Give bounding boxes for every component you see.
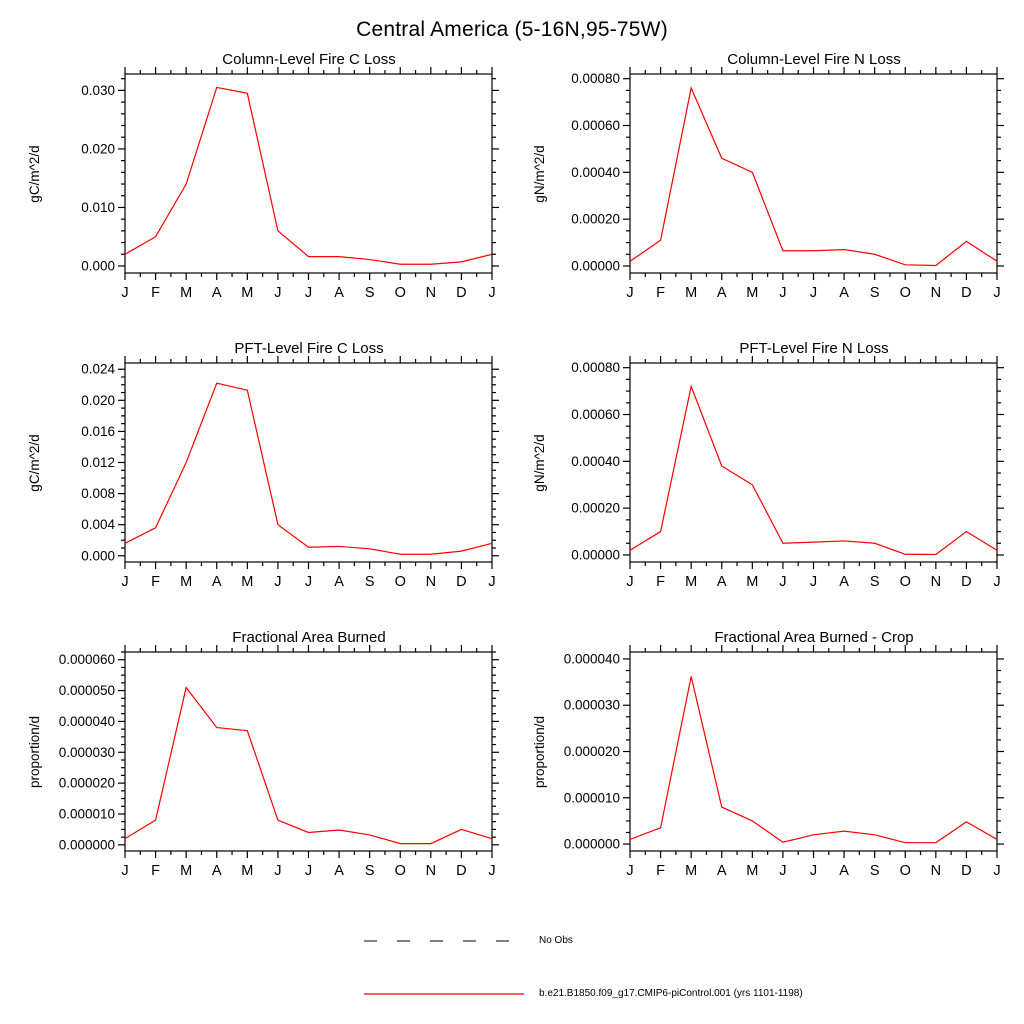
svg-text:D: D: [961, 863, 972, 879]
plot-column-fire-c-loss: [7, 48, 512, 313]
svg-text:J: J: [809, 285, 818, 301]
svg-text:F: F: [656, 574, 666, 590]
svg-text:M: M: [746, 574, 759, 590]
svg-text:J: J: [488, 863, 496, 879]
svg-text:0.00080: 0.00080: [571, 360, 620, 376]
svg-text:M: M: [241, 285, 254, 301]
chart-grid: [0, 48, 1024, 891]
svg-text:0.00020: 0.00020: [571, 500, 620, 516]
svg-text:0.000060: 0.000060: [58, 652, 115, 668]
svg-text:F: F: [656, 863, 666, 879]
svg-text:A: A: [334, 863, 344, 879]
svg-text:0.000040: 0.000040: [563, 651, 620, 667]
svg-text:0.020: 0.020: [81, 141, 115, 157]
svg-text:D: D: [456, 574, 467, 590]
svg-text:0.000010: 0.000010: [58, 806, 115, 822]
svg-text:J: J: [626, 574, 634, 590]
svg-text:N: N: [930, 574, 942, 590]
series-line: [363, 991, 525, 997]
svg-text:N: N: [930, 863, 942, 879]
plot-pft-fire-c-loss: [7, 337, 512, 602]
svg-text:J: J: [626, 863, 634, 879]
svg-text:S: S: [364, 863, 375, 879]
svg-text:F: F: [151, 863, 161, 879]
svg-text:S: S: [364, 285, 375, 301]
svg-text:S: S: [364, 574, 375, 590]
y-axis-label: proportion/d: [532, 715, 547, 789]
svg-text:J: J: [809, 863, 818, 879]
legend: [363, 935, 1024, 999]
panel-pft-fire-c-loss: [7, 337, 512, 602]
svg-text:A: A: [211, 863, 222, 879]
plot-column-fire-n-loss: [512, 48, 1017, 313]
svg-text:0.010: 0.010: [81, 199, 115, 215]
svg-text:N: N: [425, 574, 437, 590]
svg-text:F: F: [151, 285, 161, 301]
svg-text:O: O: [899, 574, 911, 590]
svg-text:J: J: [993, 574, 1001, 590]
svg-text:M: M: [180, 574, 193, 590]
svg-text:0.012: 0.012: [81, 455, 115, 470]
svg-text:J: J: [304, 574, 313, 590]
panel-pft-fire-n-loss: [512, 337, 1017, 602]
svg-text:S: S: [869, 285, 880, 301]
no-obs-line: [363, 938, 525, 944]
plot-pft-fire-n-loss: [512, 337, 1017, 602]
y-axis-label: gN/m^2/d: [532, 434, 547, 492]
svg-text:M: M: [241, 863, 254, 879]
svg-text:0.000040: 0.000040: [58, 713, 115, 729]
svg-text:0.000020: 0.000020: [563, 744, 620, 759]
svg-text:0.00040: 0.00040: [571, 164, 620, 180]
legend-entry-no-obs: [363, 935, 1024, 946]
svg-text:J: J: [779, 285, 787, 301]
svg-text:0.00060: 0.00060: [571, 118, 620, 134]
svg-text:0.000000: 0.000000: [58, 837, 115, 853]
svg-text:0.000050: 0.000050: [58, 683, 115, 699]
svg-text:O: O: [394, 285, 406, 301]
svg-text:0.00060: 0.00060: [571, 407, 620, 423]
svg-text:0.000: 0.000: [81, 548, 115, 564]
plot-fractional-area-burned: [7, 626, 512, 891]
chart-title: PFT-Level Fire N Loss: [739, 340, 889, 357]
legend-entry-series: [363, 988, 1024, 999]
svg-text:A: A: [334, 574, 344, 590]
panel-fractional-area-burned-crop: [512, 626, 1017, 891]
svg-text:M: M: [241, 574, 254, 590]
panel-column-fire-c-loss: [7, 48, 512, 313]
svg-text:A: A: [334, 285, 344, 301]
svg-text:0.000010: 0.000010: [563, 790, 620, 806]
svg-text:J: J: [274, 285, 282, 301]
svg-text:0.000020: 0.000020: [58, 775, 115, 791]
chart-title: PFT-Level Fire C Loss: [234, 340, 384, 357]
svg-text:N: N: [425, 863, 437, 879]
svg-text:A: A: [211, 285, 222, 301]
svg-text:A: A: [716, 285, 727, 301]
svg-text:A: A: [839, 863, 849, 879]
svg-text:S: S: [869, 574, 880, 590]
svg-text:J: J: [626, 285, 634, 301]
chart-title: Fractional Area Burned - Crop: [714, 629, 914, 646]
svg-text:O: O: [394, 574, 406, 590]
svg-text:S: S: [869, 863, 880, 879]
no-obs-label: No Obs: [539, 935, 573, 946]
svg-text:J: J: [488, 574, 496, 590]
svg-text:0.004: 0.004: [81, 517, 115, 533]
chart-title: Fractional Area Burned: [232, 629, 386, 646]
svg-text:N: N: [425, 285, 437, 301]
svg-text:0.00040: 0.00040: [571, 453, 620, 469]
svg-text:0.020: 0.020: [81, 392, 115, 408]
svg-text:O: O: [899, 285, 911, 301]
plot-fractional-area-burned-crop: [512, 626, 1017, 891]
svg-text:D: D: [456, 863, 467, 879]
svg-text:J: J: [779, 863, 787, 879]
y-axis-label: gN/m^2/d: [532, 145, 547, 203]
svg-text:0.030: 0.030: [81, 82, 115, 98]
svg-text:0.016: 0.016: [81, 423, 115, 439]
svg-text:M: M: [746, 863, 759, 879]
svg-text:0.008: 0.008: [81, 486, 115, 502]
chart-title: Column-Level Fire C Loss: [222, 51, 396, 68]
y-axis-label: proportion/d: [27, 715, 42, 789]
svg-text:0.00020: 0.00020: [571, 211, 620, 227]
svg-text:0.000030: 0.000030: [58, 744, 115, 760]
svg-text:0.024: 0.024: [81, 361, 115, 377]
svg-text:J: J: [993, 863, 1001, 879]
svg-text:F: F: [656, 285, 666, 301]
svg-text:J: J: [274, 574, 282, 590]
y-axis-label: gC/m^2/d: [27, 434, 42, 492]
svg-text:0.00000: 0.00000: [571, 547, 620, 563]
svg-text:F: F: [151, 574, 161, 590]
chart-title: Column-Level Fire N Loss: [727, 51, 901, 68]
page-title: Central America (5-16N,95-75W): [356, 18, 668, 41]
svg-text:O: O: [394, 863, 406, 879]
svg-text:J: J: [274, 863, 282, 879]
svg-text:A: A: [839, 574, 849, 590]
svg-text:0.000000: 0.000000: [563, 836, 620, 852]
svg-text:0.000030: 0.000030: [563, 697, 620, 713]
svg-text:A: A: [839, 285, 849, 301]
svg-text:J: J: [809, 574, 818, 590]
svg-text:O: O: [899, 863, 911, 879]
svg-text:J: J: [121, 574, 129, 590]
y-axis-label: gC/m^2/d: [27, 145, 42, 203]
svg-text:0.000: 0.000: [81, 258, 115, 274]
svg-text:J: J: [304, 863, 313, 879]
svg-text:J: J: [304, 285, 313, 301]
panel-fractional-area-burned: [7, 626, 512, 891]
panel-column-fire-n-loss: [512, 48, 1017, 313]
svg-text:A: A: [211, 574, 222, 590]
svg-text:D: D: [961, 285, 972, 301]
svg-text:D: D: [456, 285, 467, 301]
svg-text:M: M: [180, 863, 193, 879]
svg-text:N: N: [930, 285, 942, 301]
svg-text:D: D: [961, 574, 972, 590]
series-label: b.e21.B1850.f09_g17.CMIP6-piControl.001 (yrs 1101-1198): [539, 988, 803, 999]
svg-text:J: J: [121, 285, 129, 301]
svg-text:J: J: [993, 285, 1001, 301]
svg-text:M: M: [685, 863, 698, 879]
svg-text:0.00000: 0.00000: [571, 258, 620, 274]
svg-text:0.00080: 0.00080: [571, 71, 620, 87]
svg-text:J: J: [121, 863, 129, 879]
svg-text:J: J: [779, 574, 787, 590]
svg-text:M: M: [685, 574, 698, 590]
svg-text:J: J: [488, 285, 496, 301]
svg-text:M: M: [685, 285, 698, 301]
svg-text:M: M: [746, 285, 759, 301]
svg-text:A: A: [716, 863, 727, 879]
svg-text:M: M: [180, 285, 193, 301]
svg-text:A: A: [716, 574, 727, 590]
